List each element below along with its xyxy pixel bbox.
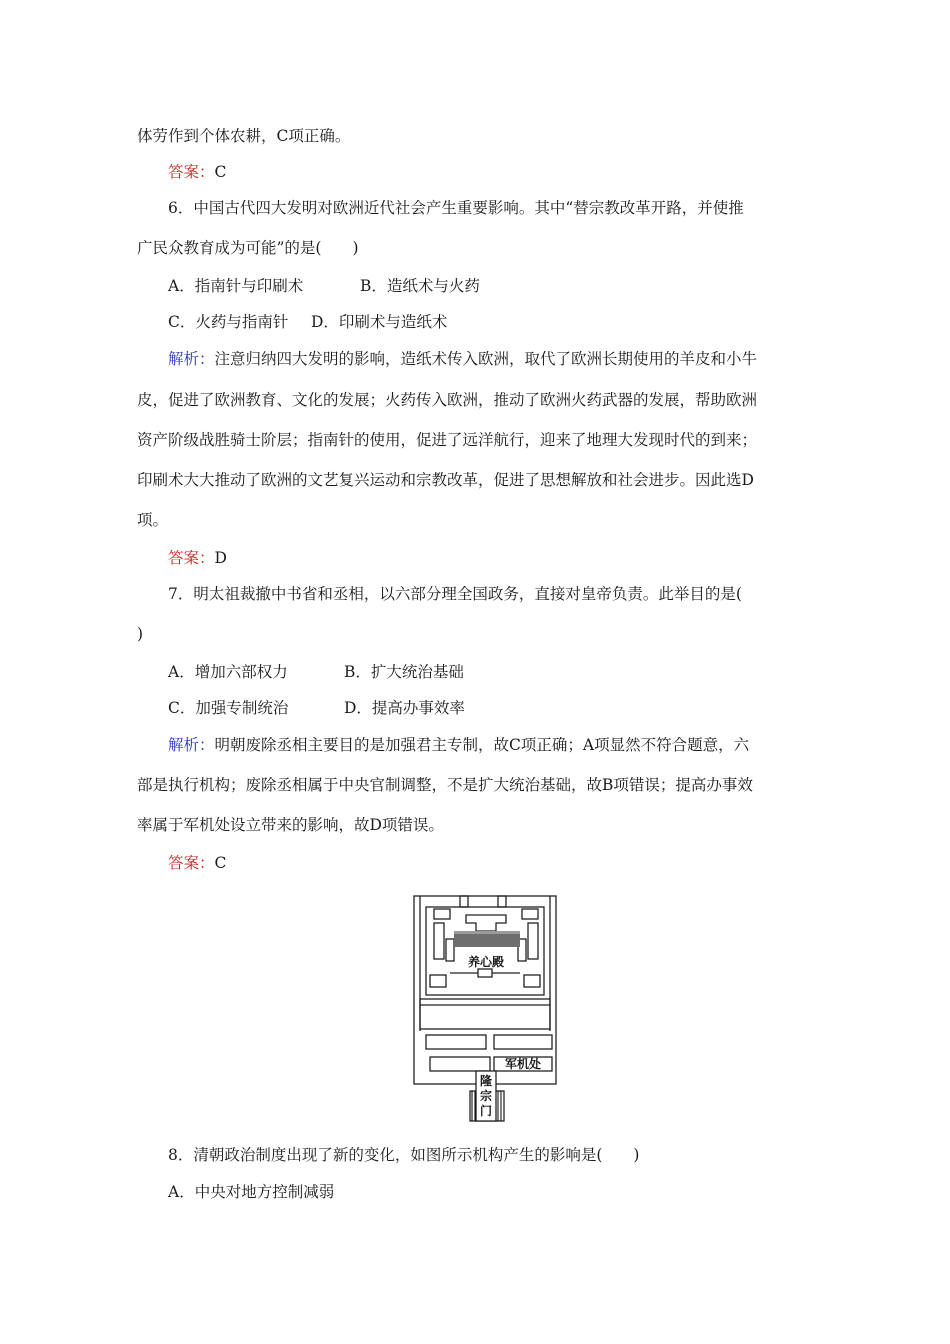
explanation-label: 解析： xyxy=(168,350,215,368)
palace-floor-plan xyxy=(410,893,560,1123)
text-line: 体劳作到个体农耕，C项正确。 xyxy=(137,127,351,145)
answer-label: 答案： xyxy=(168,854,215,872)
hall-label: 养心殿 xyxy=(467,955,505,969)
building-photo xyxy=(454,933,520,947)
front-hall xyxy=(420,999,550,1029)
option-a: A．指南针与印刷术 xyxy=(168,277,304,295)
option-c: C．火药与指南针 xyxy=(168,313,289,331)
explanation-7 xyxy=(168,733,848,757)
question-6-stem-cont: 广民众教育成为可能”的是( ) xyxy=(137,239,359,257)
explanation-7-line3: 率属于军机处设立带来的影响，故D项错误。 xyxy=(137,816,444,834)
option-b: B．造纸术与火药 xyxy=(360,277,480,295)
option-d: D．提高办事效率 xyxy=(344,699,465,717)
answer-5 xyxy=(168,160,848,184)
explanation-6 xyxy=(168,347,848,371)
gate-char-2: 宗 xyxy=(479,1089,493,1103)
answer-7 xyxy=(168,851,848,875)
explanation-text: 注意归纳四大发明的影响，造纸术传入欧洲，取代了欧洲长期使用的羊皮和小牛 xyxy=(214,350,758,368)
option-b: B．扩大统治基础 xyxy=(344,663,464,681)
palace-floor-plan-svg xyxy=(410,893,560,1123)
question-6-stem: 6．中国古代四大发明对欧洲近代社会产生重要影响。其中“替宗教改革开路，并使推 xyxy=(168,199,744,217)
explanation-6-line5: 项。 xyxy=(137,511,169,529)
explanation-6-line3: 资产阶级战胜骑士阶层；指南针的使用，促进了远洋航行，迎来了地理大发现时代的到来； xyxy=(137,431,758,449)
explanation-text: 明朝废除丞相主要目的是加强君主专制，故C项正确；A项显然不符合题意，六 xyxy=(214,736,750,754)
outer-wall xyxy=(414,896,556,1084)
explanation-7-line2: 部是执行机构；废除丞相属于中央官制调整，不是扩大统治基础，故B项错误；提高办事效 xyxy=(137,776,753,794)
explanation-6-line4: 印刷术大大推动了欧洲的文艺复兴运动和宗教改革，促进了思想解放和社会进步。因此选D xyxy=(137,471,754,489)
answer-value: C xyxy=(214,163,227,181)
answer-label: 答案： xyxy=(168,163,215,181)
question-7-stem-cont: ) xyxy=(137,625,144,643)
question-7-stem: 7．明太祖裁撤中书省和丞相，以六部分理全国政务，直接对皇帝负责。此举目的是( xyxy=(168,585,742,603)
answer-label: 答案： xyxy=(168,549,215,567)
gate-char-1: 隆 xyxy=(479,1074,493,1088)
option-d: D．印刷术与造纸术 xyxy=(311,313,448,331)
answer-value: C xyxy=(214,854,227,872)
answer-value: D xyxy=(214,549,227,567)
option-a: A．中央对地方控制减弱 xyxy=(168,1183,335,1201)
explanation-6-line2: 皮，促进了欧洲教育、文化的发展；火药传入欧洲，推动了欧洲火药武器的发展，帮助欧洲 xyxy=(137,391,758,409)
office-label: 军机处 xyxy=(504,1057,542,1071)
question-8-stem: 8．清朝政治制度出现了新的变化，如图所示机构产生的影响是( ) xyxy=(168,1146,640,1164)
gate-char-3: 门 xyxy=(479,1104,493,1118)
answer-6 xyxy=(168,546,848,570)
explanation-label: 解析： xyxy=(168,736,215,754)
option-a: A．增加六部权力 xyxy=(168,663,288,681)
option-c: C．加强专制统治 xyxy=(168,699,289,717)
